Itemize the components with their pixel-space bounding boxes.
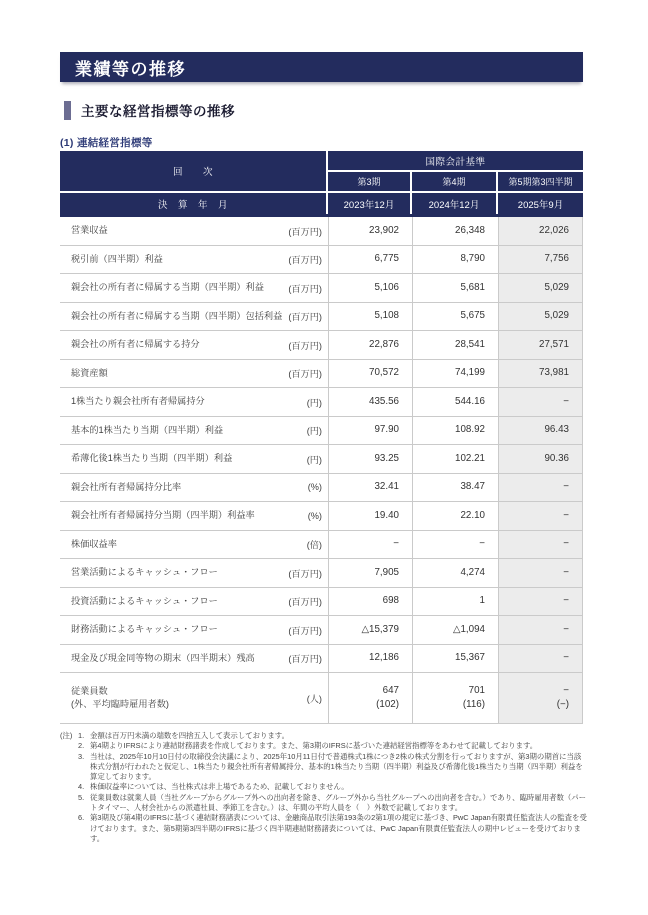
value-main: 5,681 (460, 281, 485, 293)
row-value-period3 (328, 645, 412, 674)
row-label: 投資活動によるキャッシュ・フロー (71, 595, 218, 606)
value-main: 97.90 (374, 424, 399, 436)
header-fiscal-month-cell: 2023年12月 (328, 193, 410, 214)
row-value-period3 (328, 474, 412, 503)
row-unit: (%) (307, 482, 322, 493)
row-label-cell (60, 217, 328, 246)
table-row (60, 673, 583, 724)
row-value-period3 (328, 331, 412, 360)
row-value-period5q3 (498, 303, 583, 332)
row-unit: (円) (306, 426, 322, 437)
row-label-cell (60, 559, 328, 588)
table-row (60, 417, 583, 446)
row-label-cell (60, 588, 328, 617)
row-label-cell (60, 531, 328, 560)
table-row (60, 474, 583, 503)
row-label-cell (60, 645, 328, 674)
row-value-period4 (412, 502, 498, 531)
row-unit: (倍) (306, 540, 322, 551)
footnote-row (60, 741, 587, 751)
row-label-cell (60, 673, 328, 724)
row-label: 1株当たり親会社所有者帰属持分 (71, 396, 205, 407)
value-main: − (563, 509, 569, 521)
row-unit: (百万円) (288, 283, 322, 294)
value-main: − (563, 566, 569, 578)
footnote-text: 従業員数は就業人員（当社グループからグループ外への出向者を除き、グループ外から当社グループへの出向者を含む。）であり、臨時雇用者数（パートタイマー、人材会社からの派遣社員、季節工を含む。）は、年間の平均人員を（ ）外数で記載しております。 (90, 792, 587, 813)
value-main: 5,029 (544, 281, 569, 293)
header-period-row (328, 172, 583, 191)
table-row (60, 588, 583, 617)
row-value-period4 (412, 246, 498, 275)
footnote-marker (60, 793, 78, 814)
value-main: − (563, 595, 569, 607)
value-main: 4,274 (460, 566, 485, 578)
footnote-number: 4. (78, 782, 85, 792)
row-value-period5q3 (498, 217, 583, 246)
value-main: 701 (468, 684, 485, 696)
row-unit: (百万円) (288, 654, 322, 665)
table-row (60, 559, 583, 588)
table-row (60, 531, 583, 560)
row-value-period4 (412, 274, 498, 303)
value-main: 647 (382, 684, 399, 696)
section-accent-bar (64, 101, 71, 120)
table-row (60, 274, 583, 303)
value-main: − (393, 538, 399, 550)
header-period-cell: 第5期第3四半期 (498, 172, 583, 191)
footnote-text: 株価収益率については、当社株式は非上場であるため、記載しておりません。 (90, 782, 349, 792)
table-row (60, 616, 583, 645)
row-value-period4 (412, 331, 498, 360)
value-main: − (563, 395, 569, 407)
footnote-row (60, 782, 587, 792)
section-title: 主要な経営指標等の推移 (81, 104, 235, 119)
row-label-wrap (71, 452, 232, 465)
value-main: 7,905 (374, 566, 399, 578)
footnote-marker (60, 813, 78, 844)
row-value-period5q3 (498, 246, 583, 275)
value-main: 90.36 (544, 452, 569, 464)
row-value-period5q3 (498, 645, 583, 674)
value-sub: (−) (556, 699, 569, 710)
row-label-cell (60, 616, 328, 645)
row-value-period3 (328, 673, 412, 724)
value-main: 12,186 (369, 652, 399, 664)
row-label-cell (60, 502, 328, 531)
row-label-sub: (外、平均臨時雇用者数) (71, 699, 169, 709)
header-period-cell: 第3期 (328, 172, 410, 191)
row-unit: (円) (306, 454, 322, 465)
page-title-banner (60, 52, 583, 82)
value-main: 32.41 (374, 481, 399, 493)
value-main: 26,348 (455, 224, 485, 236)
row-value-period4 (412, 303, 498, 332)
row-value-period4 (412, 474, 498, 503)
value-main: 96.43 (544, 424, 569, 436)
value-main: 74,199 (455, 367, 485, 379)
value-main: 7,756 (544, 253, 569, 265)
section-heading (64, 100, 235, 120)
row-label: 株価収益率 (71, 538, 117, 549)
row-value-period3 (328, 559, 412, 588)
value-main: 544.16 (455, 395, 485, 407)
footnote-number: 3. (78, 751, 85, 761)
row-value-period4 (412, 588, 498, 617)
header-round-label: 回 次 (60, 151, 326, 191)
value-sub: (102) (376, 699, 399, 710)
financial-indicators-table (60, 151, 583, 724)
value-main: 22,876 (369, 338, 399, 350)
row-label-wrap (71, 481, 181, 494)
subsection-title: (1) 連結経営指標等 (60, 137, 153, 149)
footnote-marker (60, 752, 78, 783)
row-label-wrap (71, 338, 200, 351)
row-label: 営業収益 (71, 225, 108, 236)
row-value-period3 (328, 217, 412, 246)
footnote-text: 金額は百万円未満の端数を四捨五入して表示しております。 (90, 731, 289, 740)
row-value-period5q3 (498, 616, 583, 645)
table-row (60, 246, 583, 275)
footnote-number: 5. (78, 792, 85, 802)
value-main: 22,026 (539, 224, 569, 236)
value-main: 1 (479, 595, 485, 607)
page-title: 業績等の推移 (75, 59, 186, 79)
row-label-wrap (71, 424, 223, 437)
row-unit: (百万円) (288, 597, 322, 608)
row-label-wrap (71, 685, 169, 712)
value-main: − (563, 481, 569, 493)
footnotes (60, 731, 587, 844)
footnote-marker (60, 741, 78, 751)
value-main: 28,541 (455, 338, 485, 350)
row-value-period3 (328, 417, 412, 446)
value-main: 8,790 (460, 253, 485, 265)
row-label-wrap (71, 652, 255, 665)
row-unit: (百万円) (288, 255, 322, 266)
header-fiscal-label: 決 算 年 月 (60, 193, 326, 214)
row-value-period5q3 (498, 559, 583, 588)
row-value-period4 (412, 559, 498, 588)
row-label: 親会社所有者帰属持分比率 (71, 481, 182, 492)
header-fiscal-month-cell: 2024年12月 (412, 193, 496, 214)
row-label-wrap (71, 538, 117, 551)
table-row (60, 303, 583, 332)
row-value-period4 (412, 217, 498, 246)
value-main: − (563, 652, 569, 664)
value-main: △1,094 (452, 623, 485, 635)
row-label: 親会社の所有者に帰属する当期（四半期）利益 (71, 282, 264, 293)
value-main: − (479, 538, 485, 550)
header-period-cell: 第4期 (412, 172, 496, 191)
footnote-marker (60, 782, 78, 792)
header-accounting-standard: 国際会計基準 (328, 151, 583, 170)
row-label-cell (60, 274, 328, 303)
footnote-marker: (注) (60, 731, 73, 740)
value-main: 102.21 (455, 452, 485, 464)
row-label: 営業活動によるキャッシュ・フロー (71, 567, 218, 578)
value-main: 435.56 (369, 395, 399, 407)
row-value-period4 (412, 645, 498, 674)
row-value-period3 (328, 388, 412, 417)
row-label-wrap (71, 566, 218, 579)
row-unit: (百万円) (288, 369, 322, 380)
row-value-period5q3 (498, 360, 583, 389)
table-row (60, 445, 583, 474)
row-unit: (人) (306, 694, 322, 704)
row-label-wrap (71, 253, 163, 266)
row-unit: (百万円) (288, 340, 322, 351)
row-label: 親会社所有者帰属持分当期（四半期）利益率 (71, 510, 255, 521)
value-main: 19.40 (374, 509, 399, 521)
table-header (60, 151, 583, 214)
value-main: − (563, 623, 569, 635)
row-label-cell (60, 331, 328, 360)
footnote-text: 第3期及び第4期のIFRSに基づく連結財務諸表については、金融商品取引法第193条の2第1項の規定に基づき、PwC Japan有限責任監査法人の監査を受けております。また、第5期第3四半期のIFRSに基づく四半期連結財務諸表については、PwC Japan有限責任監査法人の期中レビューを受けております。 (90, 813, 587, 843)
table-row (60, 388, 583, 417)
row-label-cell (60, 417, 328, 446)
footnote-row (60, 731, 587, 741)
row-value-period3 (328, 445, 412, 474)
row-label: 親会社の所有者に帰属する持分 (71, 339, 200, 350)
table-row (60, 331, 583, 360)
value-main: 70,572 (369, 367, 399, 379)
row-value-period3 (328, 274, 412, 303)
row-label: 総資産額 (71, 367, 108, 378)
row-value-period5q3 (498, 445, 583, 474)
row-value-period4 (412, 531, 498, 560)
row-value-period3 (328, 616, 412, 645)
row-label-wrap (71, 367, 108, 380)
row-value-period5q3 (498, 588, 583, 617)
footnote-row (60, 793, 587, 814)
row-label-cell (60, 474, 328, 503)
value-main: 23,902 (369, 224, 399, 236)
row-unit: (百万円) (288, 568, 322, 579)
row-label: 親会社の所有者に帰属する当期（四半期）包括利益 (71, 310, 283, 321)
row-value-period4 (412, 616, 498, 645)
value-main: 5,029 (544, 310, 569, 322)
row-label-wrap (71, 623, 218, 636)
row-value-period3 (328, 360, 412, 389)
row-unit: (百万円) (288, 625, 322, 636)
row-unit: (円) (306, 397, 322, 408)
value-main: △15,379 (361, 623, 399, 635)
value-main: 73,981 (539, 367, 569, 379)
row-value-period3 (328, 588, 412, 617)
row-label: 財務活動によるキャッシュ・フロー (71, 624, 218, 635)
row-label-wrap (71, 310, 282, 323)
row-label: 希薄化後1株当たり当期（四半期）利益 (71, 453, 233, 464)
row-value-period5q3 (498, 331, 583, 360)
row-label: 従業員数 (71, 685, 108, 696)
row-value-period4 (412, 417, 498, 446)
value-main: 698 (382, 595, 399, 607)
footnote-text: 当社は、2025年10月10日付の取締役会決議により、2025年10月11日付で普通株式1株につき2株の株式分割を行っておりますが、第3期の期首に当該株式分割が行われたと仮定し、1株当たり親会社所有者帰属持分、基本的1株当たり当期（四半期）利益及び希薄化後1株当たり当期（四半期）利益を算定しております。 (90, 751, 583, 782)
footnote-text: 第4期よりIFRSにより連結財務諸表を作成しております。また、第3期のIFRSに基づいた連結経営指標等をあわせて記載しております。 (90, 741, 538, 751)
row-label-cell (60, 246, 328, 275)
row-label-wrap (71, 595, 218, 608)
row-label-wrap (71, 509, 255, 522)
value-main: − (563, 538, 569, 550)
row-label: 基本的1株当たり当期（四半期）利益 (71, 424, 224, 435)
value-main: 15,367 (455, 652, 485, 664)
value-sub: (116) (462, 699, 485, 710)
value-main: 5,675 (460, 310, 485, 322)
footnote-row (60, 752, 587, 783)
row-value-period5q3 (498, 417, 583, 446)
header-fiscal-month-cell: 2025年9月 (498, 193, 583, 214)
row-value-period5q3 (498, 673, 583, 724)
value-main: 6,775 (374, 253, 399, 265)
row-unit: (百万円) (288, 312, 322, 323)
row-label-cell (60, 360, 328, 389)
table-row (60, 645, 583, 674)
footnote-number: 1. (78, 731, 85, 740)
row-value-period4 (412, 445, 498, 474)
row-value-period3 (328, 303, 412, 332)
row-label-wrap (71, 395, 205, 408)
value-main: 5,106 (374, 281, 399, 293)
value-main: 22.10 (460, 509, 485, 521)
value-main: 38.47 (460, 481, 485, 493)
row-value-period4 (412, 673, 498, 724)
value-main: 93.25 (374, 452, 399, 464)
row-unit: (%) (307, 510, 322, 521)
row-label: 税引前（四半期）利益 (71, 253, 163, 264)
row-value-period3 (328, 246, 412, 275)
row-value-period3 (328, 531, 412, 560)
value-main: 5,108 (374, 310, 399, 322)
table-row (60, 360, 583, 389)
row-value-period5q3 (498, 531, 583, 560)
row-value-period5q3 (498, 474, 583, 503)
footnote-number: 6. (78, 813, 85, 823)
footnote-number: 2. (78, 741, 85, 751)
row-label-cell (60, 445, 328, 474)
row-label: 現金及び現金同等物の期末（四半期末）残高 (71, 652, 255, 663)
row-unit: (百万円) (288, 226, 322, 237)
footnote-row (60, 813, 587, 844)
row-label-cell (60, 303, 328, 332)
row-value-period5q3 (498, 502, 583, 531)
row-value-period4 (412, 388, 498, 417)
value-main: 108.92 (455, 424, 485, 436)
value-main: − (563, 684, 569, 696)
row-value-period3 (328, 502, 412, 531)
row-label-wrap (71, 281, 264, 294)
header-fiscal-month-row (328, 193, 583, 214)
row-label-cell (60, 388, 328, 417)
value-main: 27,571 (539, 338, 569, 350)
row-value-period5q3 (498, 388, 583, 417)
table-body (60, 217, 583, 724)
row-value-period4 (412, 360, 498, 389)
row-label-wrap (71, 224, 108, 237)
row-value-period5q3 (498, 274, 583, 303)
table-row (60, 217, 583, 246)
table-row (60, 502, 583, 531)
